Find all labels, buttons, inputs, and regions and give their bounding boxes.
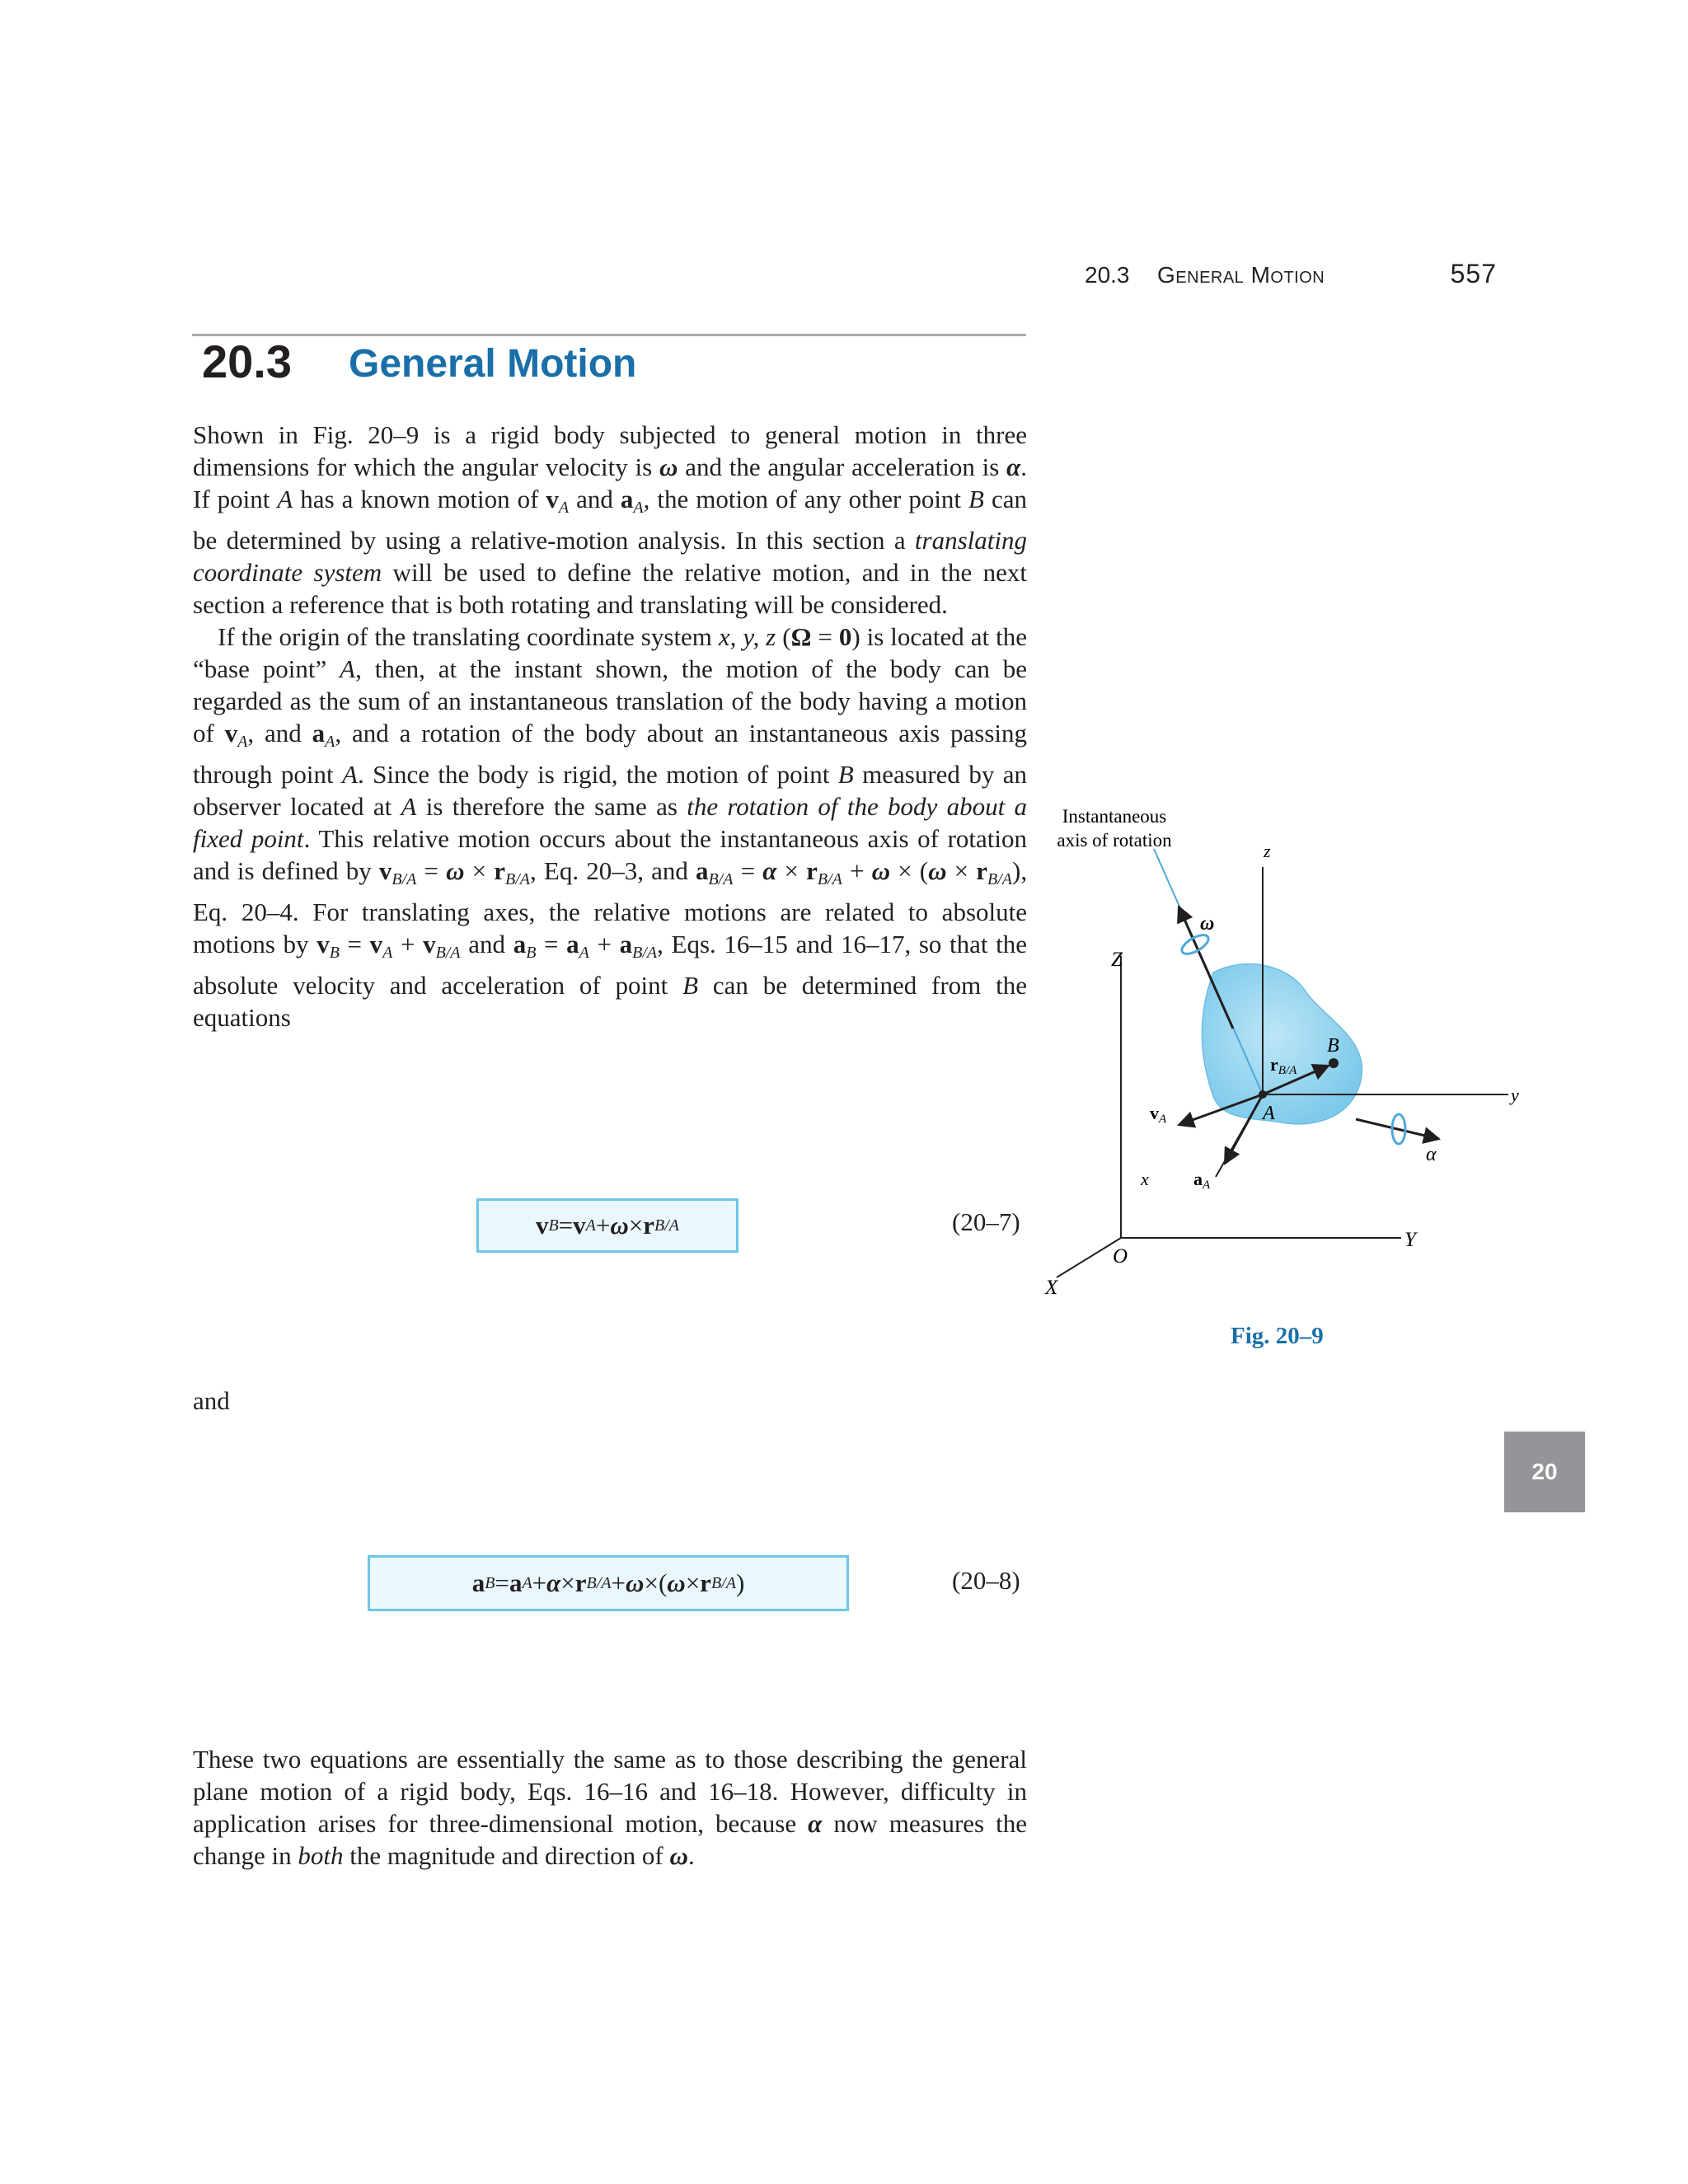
figure-20-9: [1039, 791, 1533, 1319]
X-label: X: [1045, 1277, 1058, 1299]
a-A-label: aA: [1193, 1169, 1211, 1192]
A-label: A: [1263, 1103, 1275, 1124]
axis-label-line2: axis of rotation: [1057, 830, 1172, 851]
paragraph-1: Shown in Fig. 20–9 is a rigid body subjected to general motion in three dimensions for which the angular velocity is ω and the angular acceleration is α. If point A has a known motion of $v_A$ and $a_A$, the motion of any other point B can be determined by using a relative-motion analysis. In this section a translating coordinate system will be used to define the relative motion, and in the next section a reference that is both rotating and translating will be considered.: [193, 420, 1027, 619]
equation-number-20-7: (20–7): [952, 1207, 1020, 1236]
alpha-label: α: [1426, 1144, 1437, 1165]
running-head-section: 20.3: [1085, 262, 1130, 288]
B-label: B: [1327, 1035, 1339, 1057]
alpha-vector: [1356, 1119, 1439, 1139]
x-label-small: x: [1141, 1169, 1149, 1189]
v-A-label: vA: [1150, 1103, 1167, 1126]
O-label: O: [1113, 1245, 1128, 1268]
equation-20-8: a B = a A + α × r B/A + ω × ( ω × r B/A ): [368, 1555, 849, 1611]
paragraph-2: If the origin of the translating coordinate system x, y, z (Ω = 0) is located at the “base point” A, then, at the instant shown, the motion of the body can be regarded as the sum of an instantaneous translation of the body having a motion of $v_A$, and $a_A$, and a rotation of the body about an instantaneous axis passing through point A. Since the body is rigid, the motion of point B measured by an observer located at A is therefore the same as the rotation of the body about a fixed point. This relative motion occurs about the instantaneous axis of rotation and is defined by $v_{B/A} = \omega \times r_{B/A}$, Eq. 20–3, and $a_{B/A} = \alpha \times r_{B/A} + \omega \times (\omega \times r_{B/A})$, Eq. 20–4. For translating axes, the relative motions are related to absolute motions by $v_B = v_A + v_{B/A}$ and $a_B = a_A + a_{B/A}$, Eqs. 16–15 and 16–17, so that the absolute velocity and acceleration of point B can be determined from the equations: [193, 622, 1028, 1032]
page-number: 557: [1450, 259, 1497, 288]
section-number: 20.3: [202, 335, 292, 387]
running-head-title: General Motion: [1157, 262, 1325, 288]
section-title: General Motion: [349, 342, 637, 386]
Z-label: Z: [1111, 949, 1123, 971]
Y-label: Y: [1404, 1229, 1416, 1251]
omega-label: ω: [1200, 913, 1215, 935]
axis-label-line1: Instantaneous: [1062, 806, 1167, 827]
equation-20-7: v B = v A + ω × r B/A: [476, 1198, 738, 1253]
point-B: [1329, 1058, 1339, 1068]
z-label-small: z: [1264, 841, 1271, 861]
r-BA-label: rB/A: [1270, 1054, 1297, 1077]
equation-number-20-8: (20–8): [952, 1566, 1020, 1595]
figure-caption: Fig. 20–9: [1231, 1323, 1324, 1349]
body-text: [193, 419, 1027, 1033]
y-label-small: y: [1511, 1085, 1519, 1105]
section-rule: [192, 334, 1026, 336]
running-head: [1085, 259, 1497, 295]
paragraph-3: These two equations are essentially the same as to those describing the general plane motion of a rigid body, Eqs. 16–16 and 16–18. However, difficulty in application arises for three-dimensional motion, because α now measures the change in both the magnitude and direction of ω.: [193, 1745, 1027, 1870]
chapter-tab[interactable]: 20: [1504, 1432, 1585, 1512]
and-text: and: [193, 1386, 230, 1415]
X-axis: [1057, 1238, 1121, 1277]
